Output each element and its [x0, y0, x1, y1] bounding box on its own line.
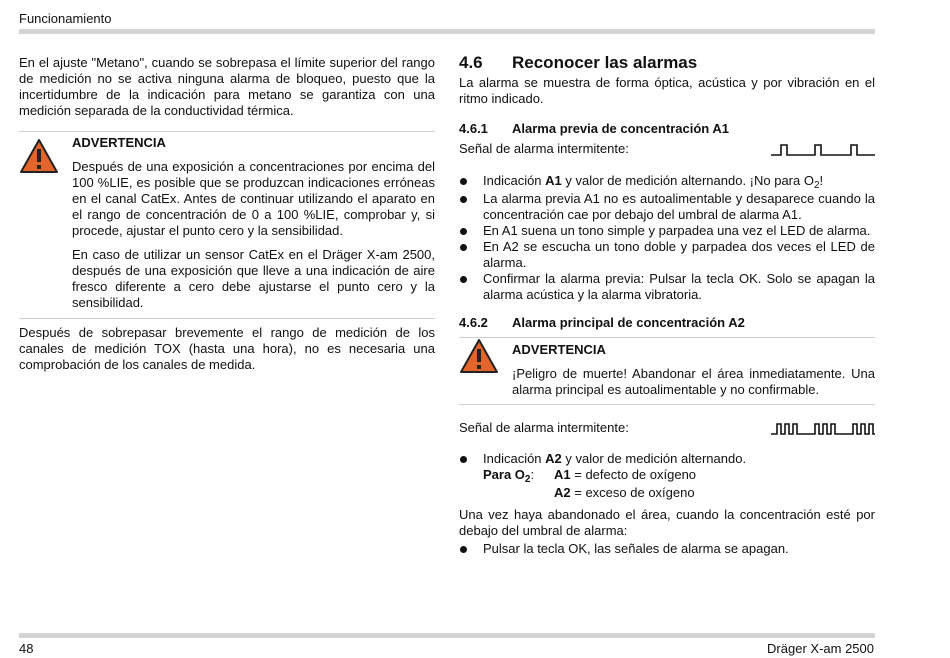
warning-title: ADVERTENCIA — [512, 342, 606, 357]
triple-pulse-signal-icon — [771, 422, 875, 436]
section-number: 4.6 — [459, 53, 483, 72]
list-item: Indicación A2 y valor de medición alternando. — [459, 451, 875, 467]
list-item: Pulsar la tecla OK, las señales de alarma se apagan. — [459, 541, 875, 557]
signal-row-a2 — [459, 420, 875, 438]
section-title: Reconocer las alarmas — [512, 53, 698, 72]
warning-box-catex — [19, 131, 435, 319]
warning-text: ¡Peligro de muerte! Abandonar el área inmediatamente. Una alarma principal es autoalimentable y no confirmable. — [512, 366, 875, 397]
list-item: Indicación A1 y valor de medición alternando. ¡No para $O_2$! — [459, 173, 875, 191]
subsection-number-a1: 4.6.1 — [459, 121, 488, 136]
list-item: La alarma previa A1 no es autoalimentable y desaparece cuando la concentración cae por debajo del umbral de alarma A1. — [459, 191, 875, 223]
section-intro: La alarma se muestra de forma óptica, acústica y por vibración en el ritmo indicado. — [459, 75, 875, 106]
subsection-number-a2: 4.6.2 — [459, 315, 488, 330]
warning-title: ADVERTENCIA — [72, 135, 166, 150]
a2-bullet-list — [459, 451, 875, 467]
a2-paragraph: Una vez haya abandonado el área, cuando la concentración esté por debajo del umbral de alarma: — [459, 507, 875, 538]
signal-row-a1 — [459, 141, 875, 159]
subsection-heading-a1 — [459, 121, 875, 137]
subsection-heading-a2 — [459, 315, 875, 331]
page-header-title: Funcionamiento — [19, 11, 112, 26]
right-column — [459, 55, 875, 557]
subsection-title-a1: Alarma previa de concentración A1 — [512, 121, 729, 136]
page-number: 48 — [19, 641, 34, 656]
warning-paragraph-2: En caso de utilizar un sensor CatEx en el Dräger X-am 2500, después de una exposición que lleve a una indicación de aire fresco diferente a cero debe ajustarse el punto cero y la sensibilidad. — [72, 247, 435, 310]
list-item: Confirmar la alarma previa: Pulsar la tecla OK. Solo se apagan la alarma acústica y la alarma vibratoria. — [459, 271, 875, 303]
a2-final-list — [459, 541, 875, 557]
list-item: En A1 suena un tono simple y parpadea una vez el LED de alarma. — [459, 223, 875, 239]
pulse-signal-icon — [771, 143, 875, 157]
warning-triangle-icon — [459, 338, 499, 374]
warning-triangle-icon — [19, 138, 59, 174]
header-rule — [19, 29, 875, 34]
footer-rule — [19, 633, 875, 638]
warning-paragraph-1: Después de una exposición a concentraciones por encima del 100 %LIE, es posible que se produzcan indicaciones erróneas en el canal CatEx. Antes de continuar utilizando el aparato en el rango de concentración de 0 a 100 %LIE, comprobar y, si procede, ajustar el punto cero y la sensibilidad. — [72, 159, 435, 238]
left-column — [19, 55, 435, 373]
signal-label-a2: Señal de alarma intermitente: — [459, 420, 629, 435]
section-heading — [459, 55, 875, 71]
a1-bullet-list — [459, 173, 875, 303]
o2-definition: Para $O_2$: A1 = defecto de oxígeno A2 = exceso de oxígeno — [483, 467, 697, 500]
left-paragraph-1: En el ajuste "Metano", cuando se sobrepasa el límite superior del rango de medición no se activa ninguna alarma de bloqueo, puesto que la incertidumbre de la indicación para metano se garantiza con una medición separada de la conductividad térmica. — [19, 55, 435, 118]
warning-box-a2 — [459, 337, 875, 405]
signal-label-a1: Señal de alarma intermitente: — [459, 141, 629, 156]
product-name: Dräger X-am 2500 — [767, 641, 874, 656]
subsection-title-a2: Alarma principal de concentración A2 — [512, 315, 745, 330]
list-item: En A2 se escucha un tono doble y parpadea dos veces el LED de alarma. — [459, 239, 875, 271]
left-paragraph-2: Después de sobrepasar brevemente el rango de medición de los canales de medición TOX (hasta una hora), no es necesaria una comprobación de los canales de medida. — [19, 325, 435, 372]
